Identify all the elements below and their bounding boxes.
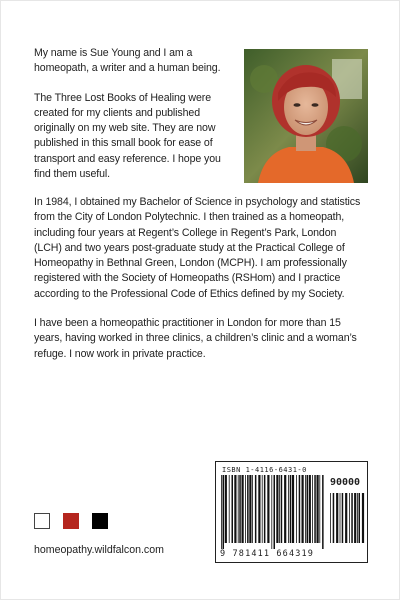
barcode-bar	[296, 475, 297, 543]
barcode-bar	[305, 475, 306, 543]
barcode-bar	[359, 493, 361, 543]
ean-digits: 9 781411 664319	[220, 549, 315, 559]
barcode-bar	[309, 475, 311, 543]
barcode-bar	[252, 475, 253, 543]
barcode-bar	[279, 475, 280, 543]
barcode-bar	[299, 475, 301, 543]
website-url: homeopathy.wildfalcon.com	[34, 544, 164, 556]
red-square	[63, 513, 79, 529]
barcode-bar	[255, 475, 257, 543]
barcode-bar	[284, 475, 286, 543]
author-photo	[244, 49, 368, 183]
barcode-bar	[229, 475, 230, 543]
color-squares	[34, 513, 108, 529]
barcode-bar	[307, 475, 309, 543]
barcode-bar	[342, 493, 344, 543]
isbn-label: ISBN 1-4116-6431-0	[222, 466, 307, 474]
barcode-bar	[302, 475, 304, 543]
ean13-bars	[221, 475, 325, 549]
barcode-bar	[336, 493, 338, 543]
barcode-bar	[333, 493, 335, 543]
barcode-bar	[258, 475, 260, 543]
biography	[34, 195, 364, 376]
barcode-bar	[322, 475, 324, 549]
barcode-bar	[225, 475, 227, 543]
barcode-bar	[221, 475, 222, 549]
barcode-bar	[317, 475, 319, 543]
price-addon-code: 90000	[329, 477, 361, 488]
barcode-bar	[357, 493, 358, 543]
barcode-bar	[330, 493, 331, 543]
barcode-bar	[264, 475, 266, 543]
barcode-bar	[362, 493, 364, 543]
barcode-bar	[281, 475, 283, 543]
barcode-bar	[354, 493, 356, 543]
intro-paragraph-2: The Three Lost Books of Healing were created for my clients and published originally on my web site. They are now published in this small book for ease of transport and easy reference. I hope you find them useful.	[34, 91, 221, 181]
barcode-bar	[245, 475, 246, 543]
barcode-bar	[262, 475, 263, 543]
barcode-bar	[239, 475, 241, 543]
white-square	[34, 513, 50, 529]
barcode-bar	[351, 493, 353, 543]
barcode-bar	[247, 475, 249, 543]
barcode-bar	[274, 475, 276, 549]
barcode-bar	[223, 475, 225, 549]
price-addon-bars	[330, 493, 365, 549]
barcode-bar	[249, 475, 251, 543]
barcode-bar	[340, 493, 341, 543]
barcode-bar	[288, 475, 289, 543]
barcode-bar	[242, 475, 244, 543]
barcode-bar	[271, 475, 272, 549]
isbn-barcode	[215, 461, 368, 563]
author-intro	[34, 46, 234, 196]
barcode-bar	[238, 475, 239, 543]
barcode-bar	[276, 475, 278, 543]
barcode-bar	[349, 493, 350, 543]
barcode-bar	[290, 475, 292, 543]
barcode-bar	[319, 475, 320, 543]
bio-paragraph-1: In 1984, I obtained my Bachelor of Science in psychology and statistics from the City of London Polytechnic. I then trained as a homeopath, including four years at Regent’s College in Regent’s Park, London (LCH) and two years post-graduate study at the Practical College of Homeopathy in Bethnal Green, London (MCPH). I am professionally registered with the Society of Homeopaths (RSHom) and I practice according to the Professional Code of Ethics defined by my Society.	[34, 196, 361, 300]
barcode-bar	[292, 475, 294, 543]
barcode-bar	[232, 475, 234, 543]
barcode-bar	[314, 475, 316, 543]
barcode-bar	[234, 475, 236, 543]
barcode-bar	[312, 475, 313, 543]
barcode-bar	[267, 475, 269, 543]
black-square	[92, 513, 108, 529]
intro-paragraph-1: My name is Sue Young and I am a homeopath, a writer and a human being.	[34, 47, 221, 75]
bio-paragraph-2: I have been a homeopathic practitioner in London for more than 15 years, having worked in three clinics, a children’s clinic and a woman’s refuge. I now work in private practice.	[34, 317, 357, 360]
barcode-bar	[345, 493, 347, 543]
